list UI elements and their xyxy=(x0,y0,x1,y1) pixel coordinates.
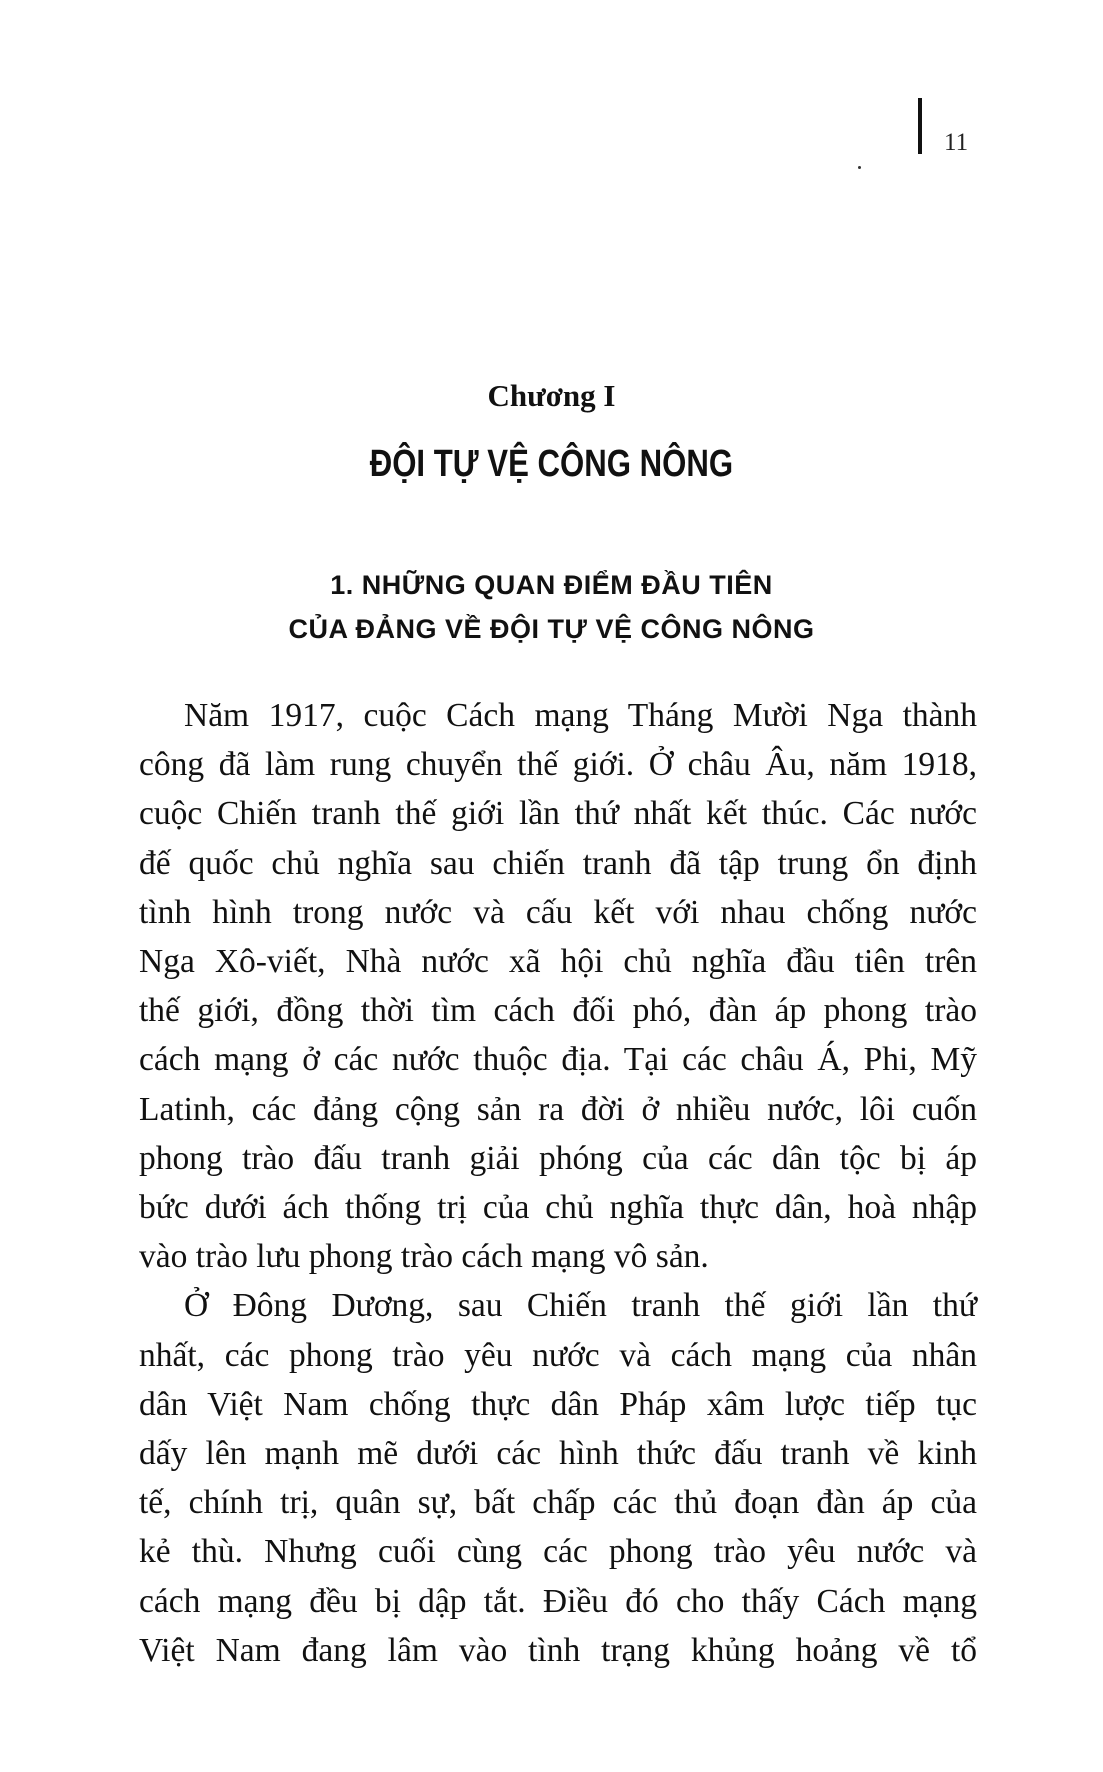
section-heading xyxy=(0,563,1103,651)
text-line: kẻ thù. Nhưng cuối cùng các phong trào yêu nước và xyxy=(139,1533,977,1571)
text-line: Latinh, các đảng cộng sản ra đời ở nhiều nước, lôi cuốn xyxy=(139,1090,977,1128)
text-line: cuộc Chiến tranh thế giới lần thứ nhất kết thúc. Các nước xyxy=(139,795,977,833)
paragraph-1 xyxy=(139,691,977,1281)
text-line: Nga Xô-viết, Nhà nước xã hội chủ nghĩa đầu tiên trên xyxy=(139,943,977,981)
paragraph-2 xyxy=(139,1281,977,1675)
chapter-label: Chương I xyxy=(487,378,616,413)
text-line: cách mạng ở các nước thuộc địa. Tại các châu Á, Phi, Mỹ xyxy=(139,1041,977,1079)
text-line: tế, chính trị, quân sự, bất chấp các thủ đoạn đàn áp của xyxy=(139,1484,977,1522)
text-line: nhất, các phong trào yêu nước và cách mạng của nhân xyxy=(139,1336,977,1374)
stray-dot xyxy=(858,166,861,169)
text-line: cách mạng đều bị dập tắt. Điều đó cho thấy Cách mạng xyxy=(139,1582,977,1620)
text-line: dấy lên mạnh mẽ dưới các hình thức đấu tranh về kinh xyxy=(139,1435,977,1473)
text-line: Việt Nam đang lâm vào tình trạng khủng hoảng về tổ xyxy=(139,1631,977,1669)
section-heading-line-2: CỦA ĐẢNG VỀ ĐỘI TỰ VỆ CÔNG NÔNG xyxy=(288,614,815,644)
text-line: phong trào đấu tranh giải phóng của các dân tộc bị áp xyxy=(139,1139,977,1177)
body-text xyxy=(139,691,977,1675)
text-line: Ở Đông Dương, sau Chiến tranh thế giới lần thứ xyxy=(184,1287,977,1325)
text-line: dân Việt Nam chống thực dân Pháp xâm lược tiếp tục xyxy=(139,1385,977,1423)
text-line: đế quốc chủ nghĩa sau chiến tranh đã tập trung ổn định xyxy=(139,844,977,882)
text-line: vào trào lưu phong trào cách mạng vô sản. xyxy=(139,1238,709,1276)
text-line: Năm 1917, cuộc Cách mạng Tháng Mười Nga thành xyxy=(184,697,977,734)
text-line: công đã làm rung chuyển thế giới. Ở châu Âu, năm 1918, xyxy=(139,746,977,784)
section-heading-line-1: 1. NHỮNG QUAN ĐIỂM ĐẦU TIÊN xyxy=(330,570,773,600)
chapter-title: ĐỘI TỰ VỆ CÔNG NÔNG xyxy=(369,443,734,485)
text-line: tình hình trong nước và cấu kết với nhau chống nước xyxy=(139,893,977,931)
header-rule xyxy=(918,98,922,154)
text-line: bức dưới ách thống trị của chủ nghĩa thực dân, hoà nhập xyxy=(139,1189,977,1227)
page-number: 11 xyxy=(944,129,969,156)
text-line: thế giới, đồng thời tìm cách đối phó, đàn áp phong trào xyxy=(139,992,977,1030)
